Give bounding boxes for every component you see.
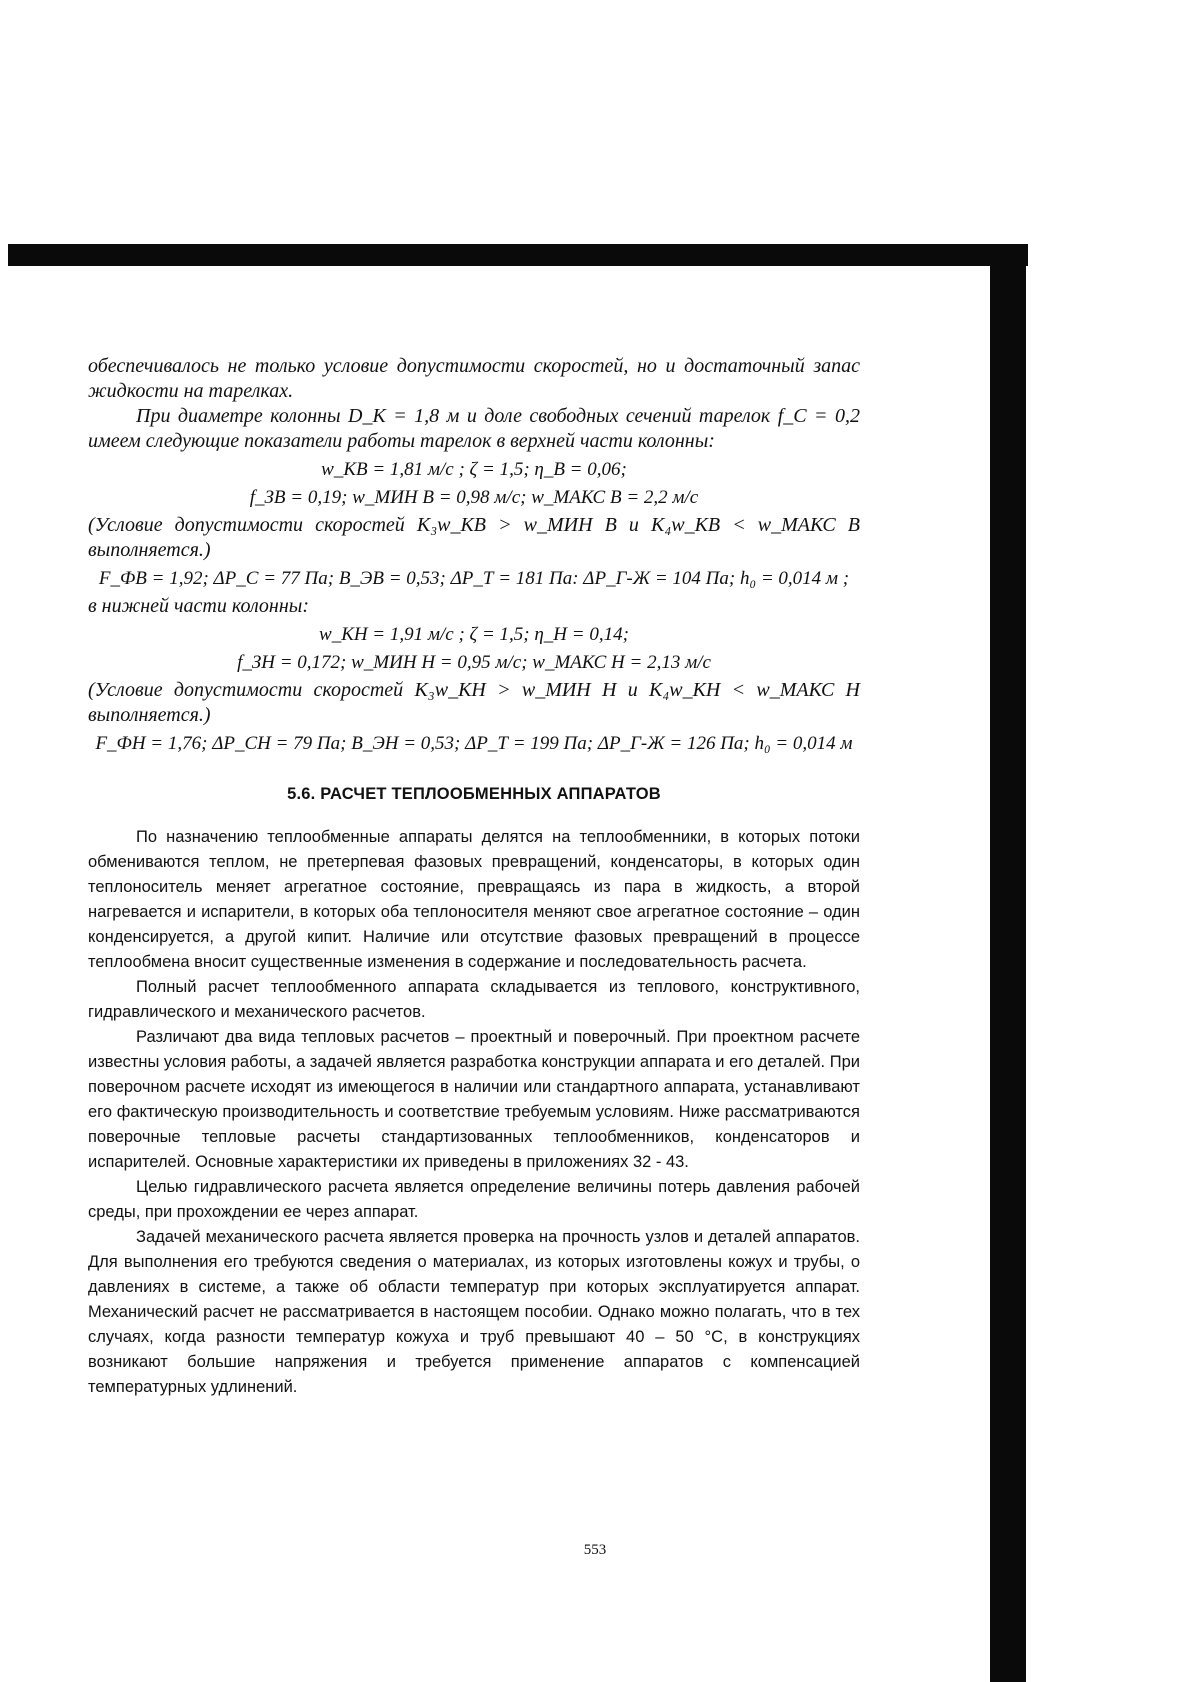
formula-top-results: F_ФВ = 1,92; ΔP_С = 77 Па; B_ЭВ = 0,53; ΔP_Т = 181 Па: ΔP_Г-Ж = 104 Па; h₀ = 0,014 м ;	[98, 568, 850, 589]
condition-top	[88, 513, 860, 563]
formula-bottom-1: w_КН = 1,91 м/с ; ζ = 1,5; η_Н = 0,14;	[319, 624, 629, 645]
scan-border-right	[990, 252, 1026, 1682]
intro-block	[88, 354, 860, 454]
body-paragraph-1: По назначению теплообменные аппараты делятся на теплообменники, в которых потоки обмениваются теплом, не претерпевая фазовых превращений, конденсаторы, в которых один теплоноситель меняет агрегатное состояние, превращаясь из пара в жидкость, а второй нагревается и испарители, в которых оба теплоносителя меняют свое агрегатное состояние – один конденсируется, а другой кипит. Наличие или отсутствие фазовых превращений в процессе теплообмена вносит существенные изменения в содержание и последовательность расчета.	[88, 828, 860, 971]
condition-bottom-text: (Условие допустимости скоростей K₃w_КН > w_МИН Н и K₄w_КН < w_МАКС Н выполняется.)	[88, 679, 860, 726]
lower-label-block	[88, 594, 860, 619]
intro-paragraph-1: обеспечивалось не только условие допустимости скоростей, но и достаточный запас жидкости на тарелках.	[88, 355, 860, 402]
document-page	[88, 354, 860, 1400]
page-number: 553	[583, 1542, 607, 1558]
formula-bottom-results: F_ФН = 1,76; ΔP_СН = 79 Па; B_ЭН = 0,53; ΔP_Т = 199 Па; ΔP_Г-Ж = 126 Па; h₀ = 0,014 м	[95, 733, 853, 754]
condition-bottom	[88, 678, 860, 728]
lower-label: в нижней части колонны:	[88, 595, 309, 617]
intro-paragraph-2: При диаметре колонны D_K = 1,8 м и доле свободных сечений тарелок f_C = 0,2 имеем следующие показатели работы тарелок в верхней части колонны:	[88, 405, 860, 452]
formula-top-2: f_ЗВ = 0,19; w_МИН В = 0,98 м/с; w_МАКС В = 2,2 м/с	[249, 487, 699, 508]
scan-border-top	[8, 244, 1028, 266]
condition-top-text: (Условие допустимости скоростей K₃w_КВ > w_МИН В и K₄w_КВ < w_МАКС В выполняется.)	[88, 514, 860, 561]
body-text	[88, 825, 860, 1400]
section-title: 5.6. РАСЧЕТ ТЕПЛООБМЕННЫХ АППАРАТОВ	[287, 785, 661, 803]
formula-top-1: w_КВ = 1,81 м/с ; ζ = 1,5; η_В = 0,06;	[321, 459, 627, 480]
body-paragraph-3: Различают два вида тепловых расчетов – проектный и поверочный. При проектном расчете известны условия работы, а задачей является разработка конструкции аппарата и его деталей. При поверочном расчете исходят из имеющегося в наличии или стандартного аппарата, устанавливают его фактическую производительность и соответствие требуемым условиям. Ниже рассматриваются поверочные тепловые расчеты стандартизованных теплообменников, конденсаторов и испарителей. Основные характеристики их приведены в приложениях 32 - 43.	[88, 1028, 860, 1171]
body-paragraph-5: Задачей механического расчета является проверка на прочность узлов и деталей аппаратов. Для выполнения его требуются сведения о материалах, из которых изготовлены кожух и трубы, о давлениях в системе, а также об области температур при которых эксплуатируется аппарат. Механический расчет не рассматривается в настоящем пособии. Однако можно полагать, что в тех случаях, когда разности температур кожуха и труб превышают 40 – 50 °С, в конструкциях возникают большие напряжения и требуется применение аппаратов с компенсацией температурных удлинений.	[88, 1228, 860, 1396]
body-paragraph-4: Целью гидравлического расчета является определение величины потерь давления рабочей среды, при прохождении ее через аппарат.	[88, 1178, 860, 1221]
formula-bottom-2: f_ЗН = 0,172; w_МИН Н = 0,95 м/с; w_МАКС Н = 2,13 м/с	[237, 652, 711, 673]
body-paragraph-2: Полный расчет теплообменного аппарата складывается из теплового, конструктивного, гидравлического и механического расчетов.	[88, 978, 860, 1021]
